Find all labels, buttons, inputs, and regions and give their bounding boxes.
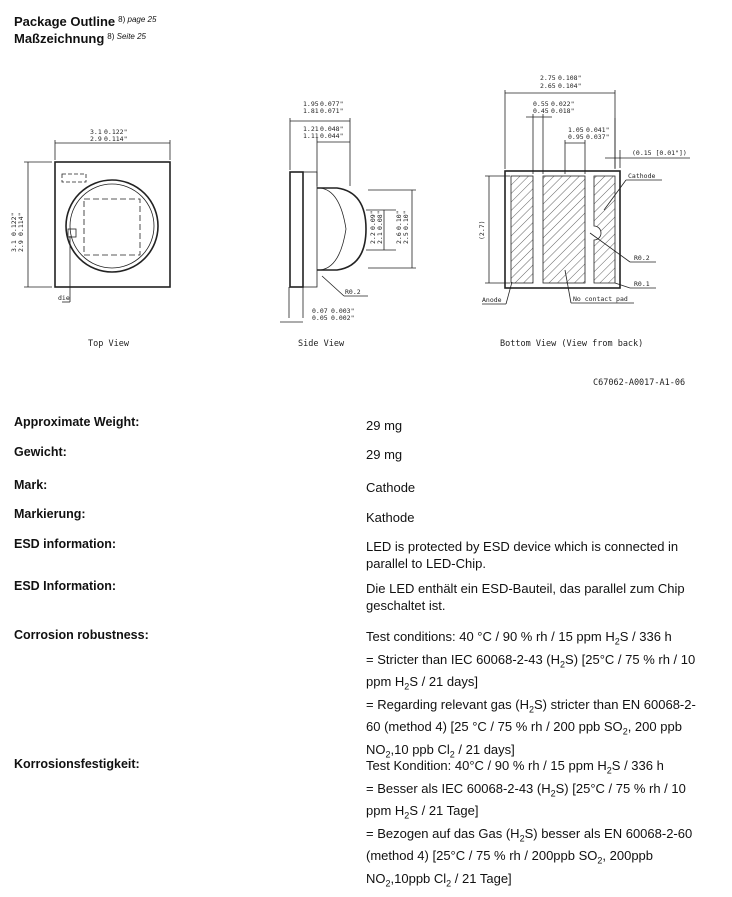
- bot-c1-in: 0.041": [586, 126, 610, 134]
- bot-b2: 0.45: [533, 107, 549, 115]
- side-r02: R0.2: [345, 288, 361, 296]
- drawing-id: C67062-A0017-A1-06: [593, 378, 686, 388]
- bot-c2-in: 0.037": [586, 133, 610, 141]
- side-d1: 2.6: [395, 232, 403, 244]
- bot-c1: 1.05: [568, 126, 584, 134]
- corrosion-de-label: Korrosionsfestigkeit:: [14, 757, 140, 771]
- side-b2: 1.11: [303, 132, 319, 140]
- side-view-caption: Side View: [298, 339, 345, 349]
- weight-value: 29 mg: [366, 418, 403, 433]
- bot-r01: R0.1: [634, 280, 650, 288]
- corrosion-de-value: Test Kondition: 40°C / 90 % rh / 15 ppm $H_2S / 336$ h = Besser als IEC 60068-2-43 $(H_2S)$ [25°C / 75 % rh / 10 ppm $H_2S / 21$ Tage] = Bezogen auf das Gas $(H_2S)$ besser als EN 60068-2-60 (method 4) [25°C / 75 % rh / 200ppb $SO_2$, 200ppb $NO_2,10ppb$ $Cl_2 / 21$ Tage]: [366, 758, 693, 889]
- bot-a2-in: 0.104": [558, 82, 582, 90]
- bot-r02: R0.2: [634, 254, 650, 262]
- weight-label: Approximate Weight:: [14, 415, 140, 429]
- label-anode: Anode: [482, 296, 502, 304]
- bot-b1: 0.55: [533, 100, 549, 108]
- corrosion-en-label: Corrosion robustness:: [14, 628, 149, 642]
- side-e2-in: 0.002": [331, 314, 355, 322]
- top-view: [24, 140, 170, 302]
- label-no-contact: No contact pad: [573, 295, 628, 303]
- top-height-in-a: 0.122": [10, 212, 18, 236]
- gewicht-label: Gewicht:: [14, 445, 67, 459]
- bot-a1: 2.75: [540, 74, 556, 82]
- esd-en-label: ESD information:: [14, 537, 117, 551]
- top-view-caption: Top View: [88, 339, 129, 349]
- side-c1: 2.2: [369, 232, 377, 244]
- package-drawing: [0, 60, 732, 400]
- top-width-in-b: 0.114": [104, 135, 128, 143]
- markierung-value: Kathode: [366, 510, 415, 525]
- side-a2: 1.81: [303, 107, 319, 115]
- esd-en-value: LED is protected by ESD device which is connected in parallel to LED-Chip.: [366, 539, 679, 571]
- side-b2-in: 0.044": [320, 132, 344, 140]
- title-de: Maßzeichnung $^{8) Seite 25}$: [14, 31, 146, 46]
- bottom-view-caption: Bottom View (View from back): [500, 339, 644, 349]
- side-e2: 0.05: [312, 314, 328, 322]
- side-a1: 1.95: [303, 100, 319, 108]
- side-b1: 1.21: [303, 125, 319, 133]
- label-die: die: [58, 294, 70, 302]
- bot-e: (2.7): [478, 220, 486, 240]
- corrosion-en-value: Test conditions: 40 °C / 90 % rh / 15 ppm $H_2S / 336$ h = Stricter than IEC 60068-2-43 $(H_2S)$ [25°C / 75 % rh / 10 ppm $H_2S / 21$ days] = Regarding relevant gas $(H_2S)$ stricter than EN 60068-2-60 (method 4) [25 °C / 75 % rh / 200 ppb $SO_2$, 200 ppb $NO_2,10$ ppb $Cl_2 / 21$ days]: [366, 629, 696, 760]
- mark-value: Cathode: [366, 480, 416, 495]
- side-a1-in: 0.077": [320, 100, 344, 108]
- top-height-a: 3.1: [10, 240, 18, 252]
- side-a2-in: 0.071": [320, 107, 344, 115]
- bot-c2: 0.95: [568, 133, 584, 141]
- top-height-b: 2.9: [17, 240, 25, 252]
- side-e1-in: 0.003": [331, 307, 355, 315]
- bot-b2-in: 0.018": [551, 107, 575, 115]
- top-height-in-b: 0.114": [17, 212, 25, 236]
- side-c2: 2.1: [376, 232, 384, 244]
- bot-d: (0.15 [0.01"]): [632, 149, 687, 157]
- bot-b1-in: 0.022": [551, 100, 575, 108]
- side-e1: 0.07: [312, 307, 328, 315]
- side-d2-in: 0.10": [402, 210, 410, 230]
- label-cathode: Cathode: [628, 172, 656, 180]
- top-width-in-a: 0.122": [104, 128, 128, 136]
- side-d1-in: 0.10": [395, 210, 403, 230]
- side-c1-in: 0.09": [369, 210, 377, 230]
- side-b1-in: 0.048": [320, 125, 344, 133]
- bottom-view: [482, 90, 690, 304]
- esd-de-label: ESD Information:: [14, 579, 117, 593]
- mark-label: Mark:: [14, 478, 48, 492]
- top-width-a: 3.1: [90, 128, 102, 136]
- markierung-label: Markierung:: [14, 507, 86, 521]
- bot-a2: 2.65: [540, 82, 556, 90]
- esd-de-value: Die LED enthält ein ESD-Bauteil, das parallel zum Chip geschaltet ist.: [366, 581, 685, 613]
- top-width-b: 2.9: [90, 135, 102, 143]
- title-en: Package Outline $^{8) page 25}$: [14, 14, 157, 29]
- side-c2-in: 0.08": [376, 210, 384, 230]
- side-d2: 2.5: [402, 232, 410, 244]
- bot-a1-in: 0.108": [558, 74, 582, 82]
- gewicht-value: 29 mg: [366, 447, 403, 462]
